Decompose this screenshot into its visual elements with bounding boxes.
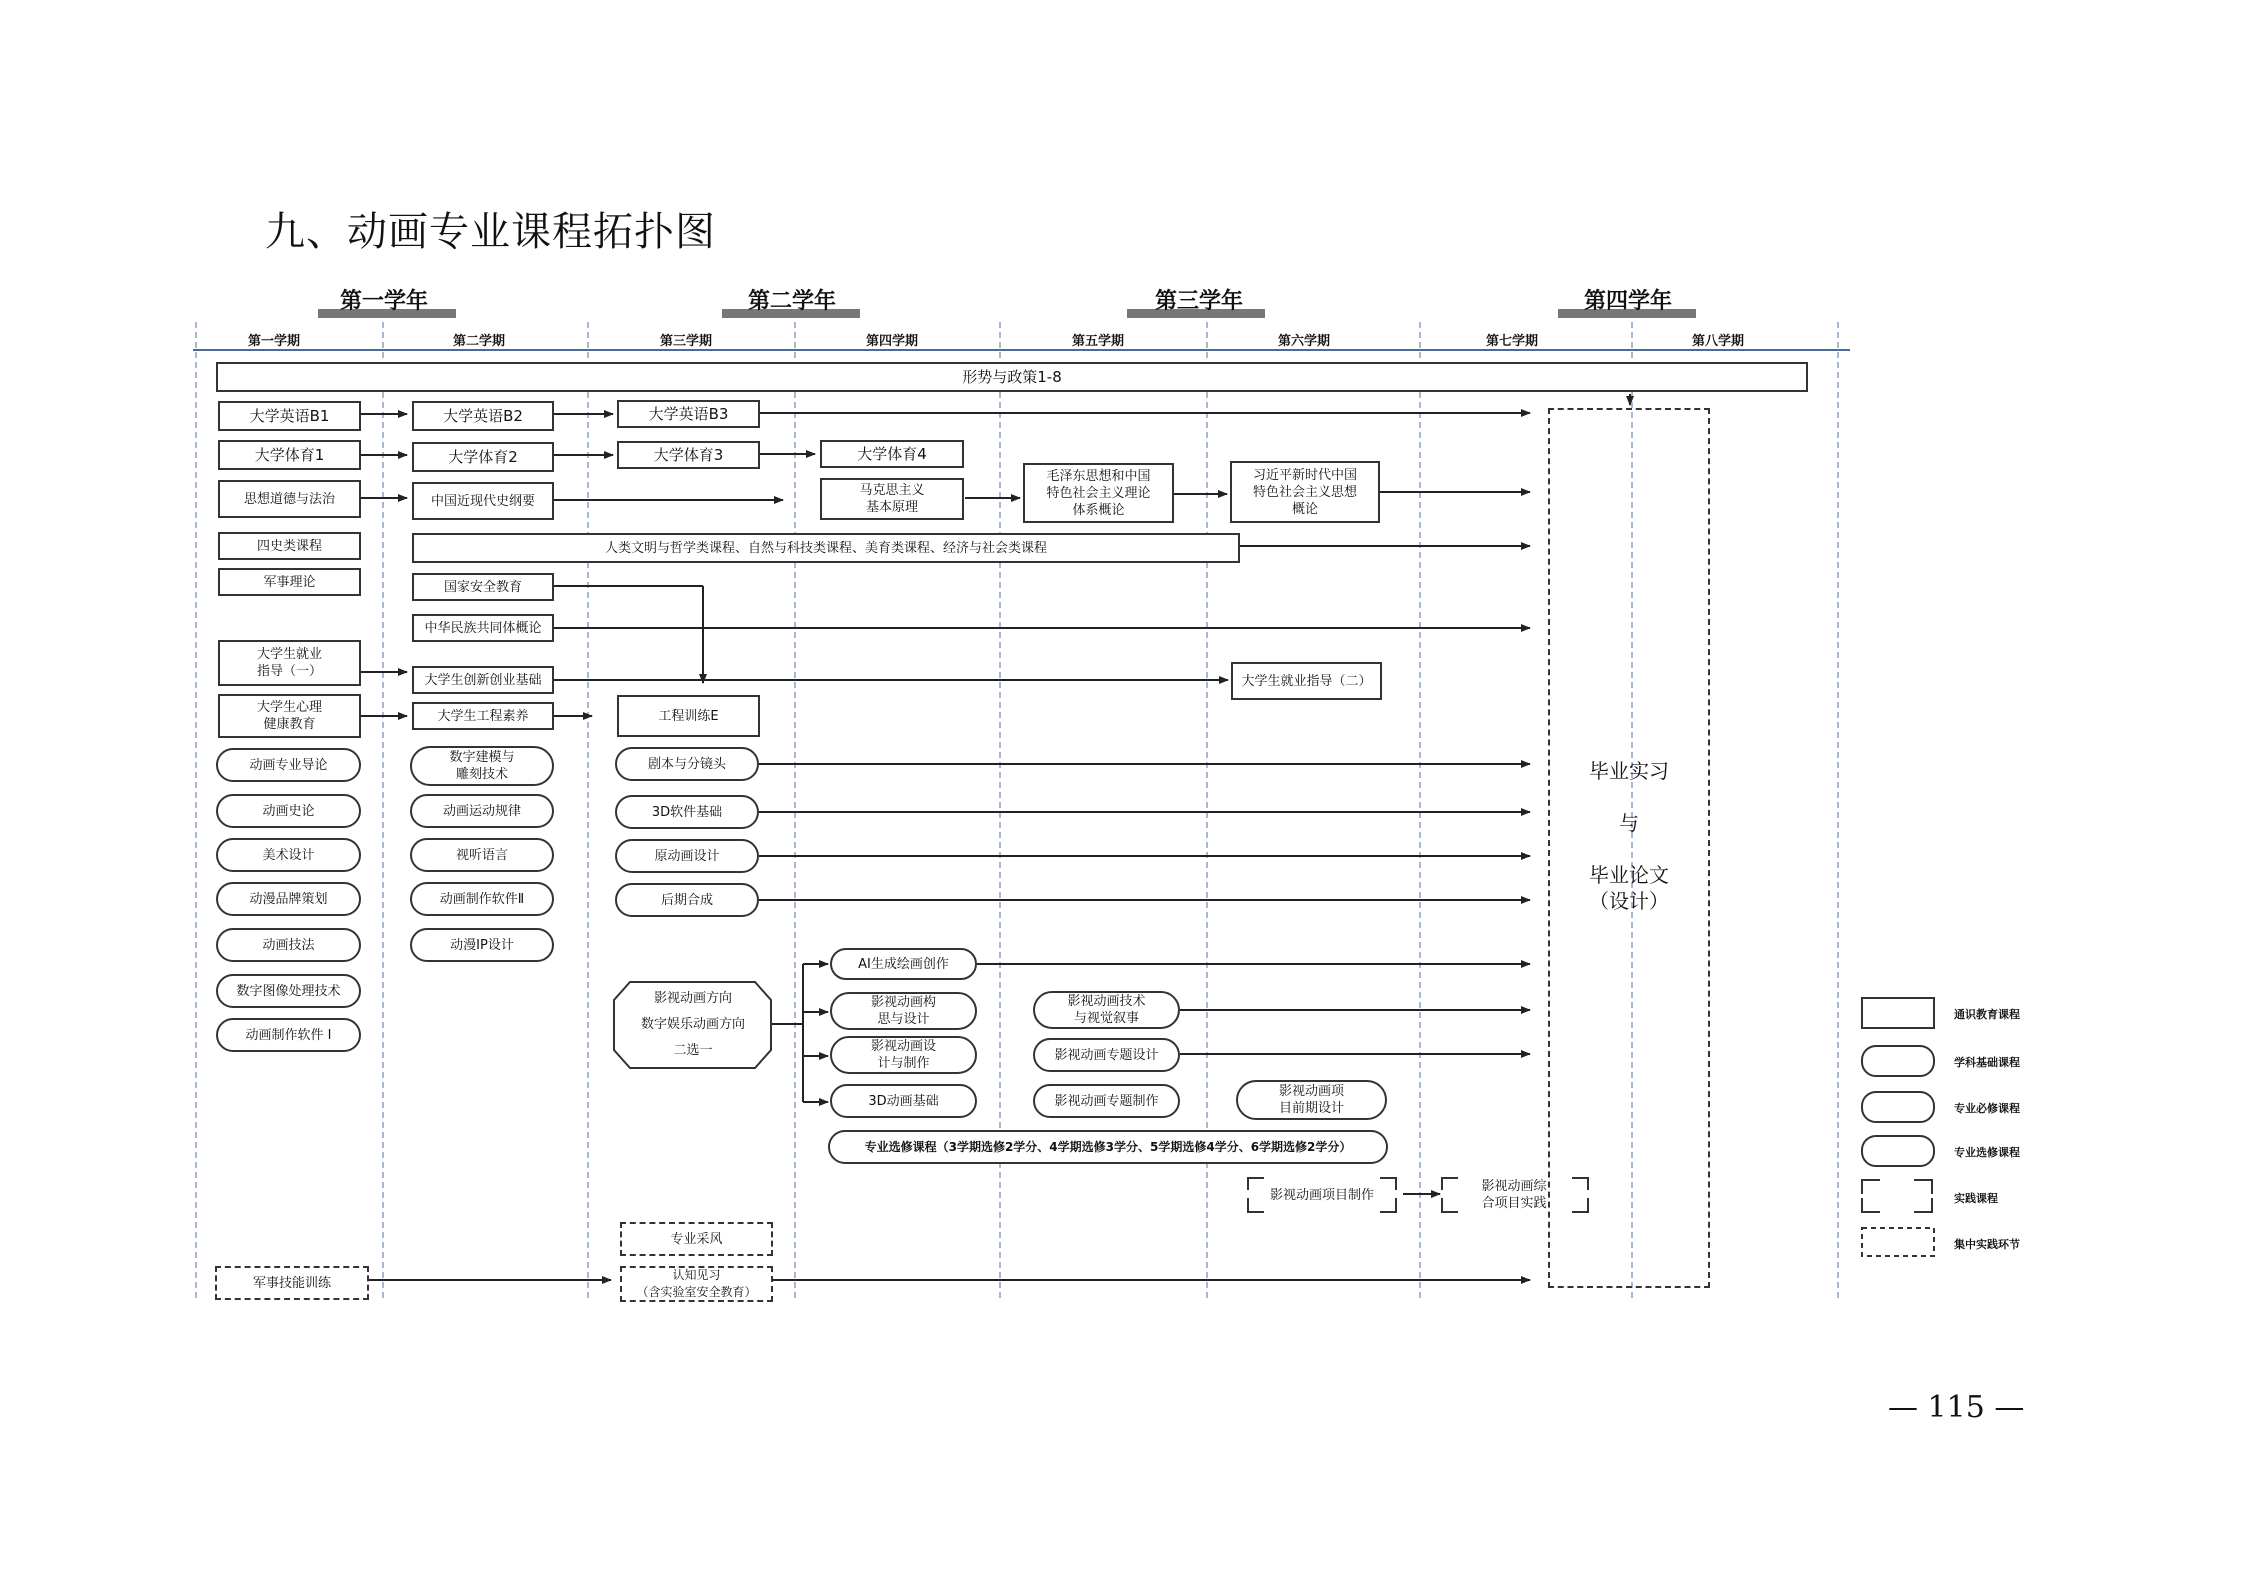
semester-label: 第八学期 bbox=[1692, 334, 1745, 349]
semester-label: 第五学期 bbox=[1072, 334, 1125, 349]
course-pe-1: 大学体育1 bbox=[218, 440, 361, 470]
course-pe-3: 大学体育3 bbox=[617, 441, 760, 469]
course-compositing: 后期合成 bbox=[615, 883, 759, 917]
course-script-storyboard: 剧本与分镜头 bbox=[615, 747, 759, 781]
semester-label: 第一学期 bbox=[248, 334, 301, 349]
course-engineering-training: 工程训练E bbox=[617, 695, 760, 737]
course-3d-anim-basics: 3D动画基础 bbox=[830, 1084, 977, 1118]
course-military-training: 军事技能训练 bbox=[215, 1266, 369, 1300]
legend-concentrated-practice: 集中实践环节 bbox=[1954, 1238, 2020, 1251]
course-four-history: 四史类课程 bbox=[218, 532, 361, 560]
course-preproduction-design: 影视动画项 目前期设计 bbox=[1236, 1080, 1387, 1120]
course-national-security: 国家安全教育 bbox=[412, 573, 554, 601]
course-humanities: 人类文明与哲学类课程、自然与科技类课程、美育类课程、经济与社会类课程 bbox=[412, 533, 1240, 563]
course-topic-design: 影视动画专题设计 bbox=[1033, 1038, 1180, 1072]
direction-choice: 影视动画方向 数字娱乐动画方向 二选一 bbox=[640, 991, 745, 1058]
course-tech-narrative: 影视动画技术 与视觉叙事 bbox=[1033, 991, 1180, 1029]
course-keyframe-design: 原动画设计 bbox=[615, 839, 759, 873]
legend-general: 通识教育课程 bbox=[1954, 1008, 2020, 1021]
course-english-b2: 大学英语B2 bbox=[412, 401, 554, 431]
semester-label: 第四学期 bbox=[866, 334, 919, 349]
legend-core-required: 专业必修课程 bbox=[1954, 1102, 2020, 1115]
course-topic-production: 影视动画专题制作 bbox=[1033, 1084, 1180, 1118]
course-ai-painting: AI生成绘画创作 bbox=[830, 948, 977, 980]
legend-foundation: 学科基础课程 bbox=[1954, 1056, 2020, 1069]
course-ip-design: 动漫IP设计 bbox=[410, 928, 554, 962]
year-label: 第一学年 bbox=[340, 288, 429, 314]
semester-label: 第三学期 bbox=[660, 334, 713, 349]
course-av-language: 视听语言 bbox=[410, 838, 554, 872]
course-anim-software-2: 动画制作软件Ⅱ bbox=[410, 882, 554, 916]
course-anim-history: 动画史论 bbox=[216, 794, 361, 828]
year-label: 第三学年 bbox=[1155, 288, 1244, 314]
course-xi-thought: 习近平新时代中国 特色社会主义思想 概论 bbox=[1230, 461, 1380, 523]
course-military-theory: 军事理论 bbox=[218, 568, 361, 596]
semester-label: 第六学期 bbox=[1278, 334, 1331, 349]
course-field-collecting: 专业采风 bbox=[620, 1222, 773, 1256]
policy-bar: 形势与政策1-8 bbox=[216, 362, 1808, 392]
course-mental-health: 大学生心理 健康教育 bbox=[218, 694, 361, 738]
course-project-production: 影视动画项目制作 bbox=[1269, 1187, 1374, 1203]
course-ethnic-community: 中华民族共同体概论 bbox=[412, 614, 554, 642]
course-pe-2: 大学体育2 bbox=[412, 442, 554, 472]
legend-practice: 实践课程 bbox=[1954, 1192, 1998, 1205]
course-art-design: 美术设计 bbox=[216, 838, 361, 872]
course-cognition-internship: 认知见习 （含实验室安全教育） bbox=[620, 1266, 773, 1302]
course-anim-software-1: 动画制作软件 Ⅰ bbox=[216, 1018, 361, 1052]
course-marxism: 马克思主义 基本原理 bbox=[820, 478, 964, 520]
graduation-label: 毕业实习 与 毕业论文 （设计） bbox=[1589, 759, 1669, 913]
course-film-anim-concept: 影视动画构 思与设计 bbox=[830, 992, 977, 1030]
course-mao-theory: 毛泽东思想和中国 特色社会主义理论 体系概论 bbox=[1023, 463, 1174, 523]
page-title: 九、动画专业课程拓扑图 bbox=[265, 209, 716, 255]
course-comprehensive-practice: 影视动画综 合项目实践 bbox=[1481, 1179, 1547, 1211]
course-pe-4: 大学体育4 bbox=[820, 440, 964, 468]
course-anim-technique: 动画技法 bbox=[216, 928, 361, 962]
semester-label: 第七学期 bbox=[1486, 334, 1539, 349]
course-image-processing: 数字图像处理技术 bbox=[216, 974, 361, 1008]
course-film-anim-design-production: 影视动画设 计与制作 bbox=[830, 1036, 977, 1074]
course-modern-history: 中国近现代史纲要 bbox=[412, 482, 554, 520]
course-career-guidance-1: 大学生就业 指导（一） bbox=[218, 640, 361, 686]
year-label: 第二学年 bbox=[748, 288, 837, 314]
course-innovation: 大学生创新创业基础 bbox=[412, 666, 554, 694]
year-label: 第四学年 bbox=[1584, 288, 1673, 314]
course-career-guidance-2: 大学生就业指导（二） bbox=[1231, 662, 1382, 700]
legend-elective: 专业选修课程 bbox=[1954, 1146, 2020, 1159]
page-number: — 115 — bbox=[1888, 1390, 2025, 1425]
course-english-b3: 大学英语B3 bbox=[617, 400, 760, 428]
course-engineering-literacy: 大学生工程素养 bbox=[412, 702, 554, 730]
elective-courses-bar: 专业选修课程（3学期选修2学分、4学期选修3学分、5学期选修4学分、6学期选修2学分） bbox=[828, 1130, 1388, 1164]
semester-label: 第二学期 bbox=[453, 334, 506, 349]
course-3d-software: 3D软件基础 bbox=[615, 795, 759, 829]
legend-swatches bbox=[1862, 998, 1934, 1256]
course-anim-intro: 动画专业导论 bbox=[216, 748, 361, 782]
course-moral-law: 思想道德与法治 bbox=[218, 480, 361, 518]
course-digital-modeling: 数字建模与 雕刻技术 bbox=[410, 746, 554, 786]
course-english-b1: 大学英语B1 bbox=[218, 401, 361, 431]
course-motion-rules: 动画运动规律 bbox=[410, 794, 554, 828]
course-brand-planning: 动漫品牌策划 bbox=[216, 882, 361, 916]
